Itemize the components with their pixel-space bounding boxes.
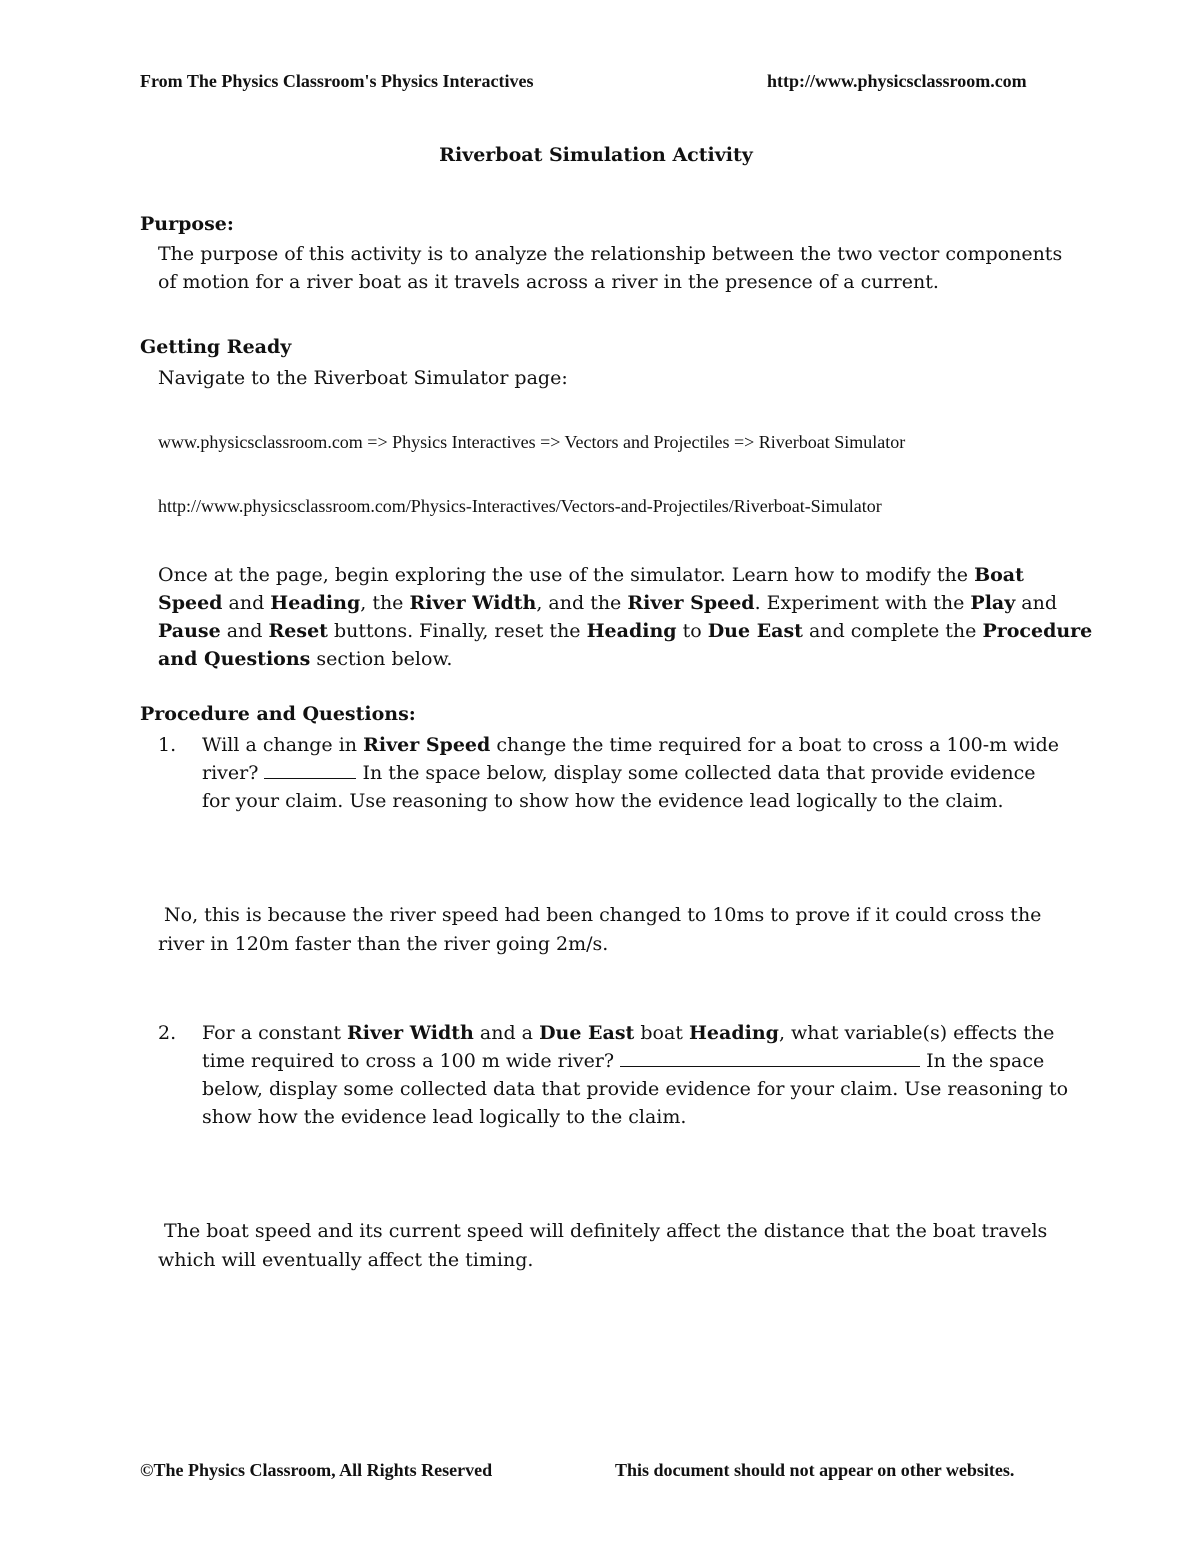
instructions-line-4: and Questions section below.: [158, 648, 453, 670]
footer-notice: This document should not appear on other websites.: [615, 1460, 1015, 1480]
question-2-line-4: show how the evidence lead logically to the claim.: [202, 1106, 687, 1128]
instructions-line-2: Speed and Heading, the River Width, and the River Speed. Experiment with the Play and: [158, 592, 1058, 614]
instructions-line-3: Pause and Reset buttons. Finally, reset the Heading to Due East and complete the Procedure: [158, 620, 1093, 642]
answer-1-line-2: river in 120m faster than the river going 2m/s.: [158, 933, 609, 955]
purpose-line-1: The purpose of this activity is to analyze the relationship between the two vector components: [158, 243, 1063, 265]
question-1-number: 1.: [158, 734, 177, 756]
answer-blank-1: [264, 760, 356, 779]
question-1: [202, 731, 1059, 815]
question-2: [202, 1019, 1068, 1131]
answer-1-line-1: No, this is because the river speed had been changed to 10ms to prove if it could cross the: [158, 904, 1042, 926]
getting-ready-heading: Getting Ready: [140, 336, 292, 358]
purpose-heading: Purpose:: [140, 213, 234, 235]
purpose-line-2: of motion for a river boat as it travels across a river in the presence of a current.: [158, 271, 939, 293]
simulator-url: http://www.physicsclassroom.com/Physics-Interactives/Vectors-and-Projectiles/Riverboat-Simulator: [158, 496, 882, 516]
question-1-line-1: Will a change in River Speed change the time required for a boat to cross a 100-m wide: [202, 734, 1059, 756]
answer-2-line-1: The boat speed and its current speed will definitely affect the distance that the boat travels: [158, 1220, 1048, 1242]
answer-blank-2: [620, 1048, 920, 1067]
answer-2: [158, 1217, 1047, 1275]
question-2-line-1: For a constant River Width and a Due East boat Heading, what variable(s) effects the: [202, 1022, 1055, 1044]
navigation-path: www.physicsclassroom.com => Physics Interactives => Vectors and Projectiles => Riverboat Simulator: [158, 432, 906, 452]
question-2-number: 2.: [158, 1022, 177, 1044]
question-2-line-3: below, display some collected data that provide evidence for your claim. Use reasoning to: [202, 1078, 1069, 1100]
instructions-line-1: Once at the page, begin exploring the use of the simulator. Learn how to modify the Boat: [158, 564, 1024, 586]
footer-copyright: ©The Physics Classroom, All Rights Reserved: [140, 1460, 493, 1480]
question-1-line-3: for your claim. Use reasoning to show how the evidence lead logically to the claim.: [202, 790, 1004, 812]
header-url: http://www.physicsclassroom.com: [767, 71, 1027, 91]
answer-2-line-2: which will eventually affect the timing.: [158, 1249, 534, 1271]
question-1-line-2: river? In the space below, display some collected data that provide evidence: [202, 762, 1036, 784]
header-source: From The Physics Classroom's Physics Interactives: [140, 71, 534, 91]
answer-1: [158, 901, 1041, 959]
getting-ready-instructions: [158, 561, 1092, 673]
getting-ready-intro: Navigate to the Riverboat Simulator page:: [158, 367, 568, 389]
question-2-line-2: time required to cross a 100 m wide river? In the space: [202, 1050, 1045, 1072]
purpose-text: [158, 240, 1062, 296]
procedure-heading: Procedure and Questions:: [140, 703, 416, 725]
page-title: Riverboat Simulation Activity: [439, 144, 753, 166]
